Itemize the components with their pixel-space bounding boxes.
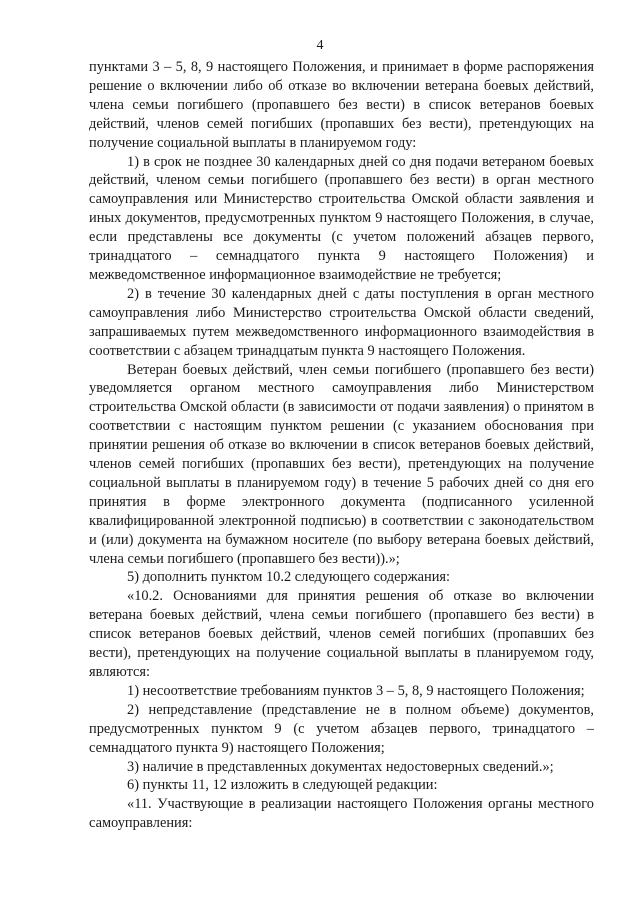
paragraph-notification: Ветеран боевых действий, член семьи погибшего (пропавшего без вести) уведомляется органом местного самоуправления либо Министерством строительства Омской области (в зависимости от подачи заявления) о принятом в соответствии с настоящим пунктом решении (с указанием обоснования при принятии решения об отказе во включении в список ветеранов боевых действий, членов семей погибших (пропавших без вести), претендующих на получение социальной выплаты в планируемом году) в течение 5 рабочих дней со дня его принятия в форме электронного документа (подписанного усиленной квалифицированной электронной подписью) в соответствии с законодательством и (или) документа на бумажном носителе (по выбору ветерана боевых действий, члена семьи погибшего (пропавшего без вести)).»; <box>89 361 594 567</box>
paragraph-continuation: пунктами 3 – 5, 8, 9 настоящего Положения, и принимает в форме распоряжения решение о включении либо об отказе во включении ветерана боевых действий, члена семьи погибшего (пропавшего без вести) в список ветеранов боевых действий, членов семей погибших (пропавших без вести), претендующих на получение социальной выплаты в планируемом году: <box>89 59 594 151</box>
paragraph-item-2: 2) в течение 30 календарных дней с даты поступления в орган местного самоуправления либо Министерство строительства Омской области сведений, запрашиваемых путем межведомственного информационного взаимодействия в соответствии с абзацем тринадцатым пункта 9 настоящего Положения. <box>89 285 594 359</box>
paragraph-clause-11: «11. Участвующие в реализации настоящего Положения органы местного самоуправления: <box>89 796 594 832</box>
paragraph-ground-2: 2) непредставление (представление не в полном объеме) документов, предусмотренных пунктом 9 (с учетом абзацев первого, тринадцатого – семнадцатого пункта 9) настоящего Положения; <box>89 701 594 756</box>
paragraph-item-1: 1) в срок не позднее 30 календарных дней со дня подачи ветераном боевых действий, членом семьи погибшего (пропавшего без вести) в орган местного самоуправления или Министерство строительства Омской области заявления и иных документов, предусмотренных пунктом 9 настоящего Положения, в случае, если представлены все документы (с учетом положений абзацев первого, тринадцатого – семнадцатого пункта 9 настоящего Положения) и межведомственное информационное взаимодействие не требуется; <box>89 153 594 283</box>
paragraph-ground-3: 3) наличие в представленных документах недостоверных сведений.»; <box>127 758 554 775</box>
paragraph-amendment-5: 5) дополнить пунктом 10.2 следующего содержания: <box>127 569 451 586</box>
document-body <box>89 58 594 833</box>
page-number: 4 <box>316 38 324 53</box>
paragraph-ground-1: 1) несоответствие требованиям пунктов 3 – 5, 8, 9 настоящего Положения; <box>127 682 585 699</box>
paragraph-clause-10-2: «10.2. Основаниями для принятия решения об отказе во включении ветерана боевых действий, члена семьи погибшего (пропавшего без вести) в список ветеранов боевых действий, членов семей погибших (пропавших без вести), претендующих на получение социальной выплаты в планируемом году, являются: <box>89 588 594 680</box>
paragraph-amendment-6: 6) пункты 11, 12 изложить в следующей редакции: <box>127 777 438 794</box>
